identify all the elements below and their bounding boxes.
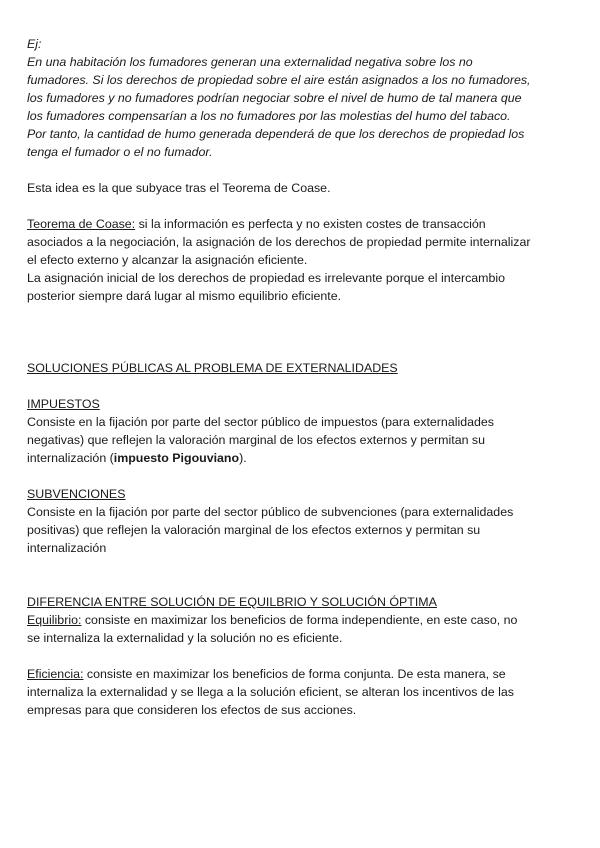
example-line: los fumadores compensarían a los no fumadores por las molestias del humo del tabaco. bbox=[27, 109, 511, 123]
public-solutions-heading: SOLUCIONES PÚBLICAS AL PROBLEMA DE EXTERNALIDADES bbox=[27, 361, 398, 375]
example-label: Ej: bbox=[27, 37, 42, 51]
efficiency-block bbox=[27, 665, 575, 719]
subsidies-line: Consiste en la fijación por parte del sector público de subvenciones (para externalidades bbox=[27, 505, 514, 519]
taxes-last-suffix: ). bbox=[239, 451, 247, 465]
efficiency-first-line-rest: consiste en maximizar los beneficios de forma conjunta. De esta manera, se bbox=[83, 667, 506, 681]
taxes-last-line bbox=[27, 449, 575, 467]
efficiency-first-line bbox=[27, 665, 575, 683]
example-line: los fumadores y no fumadores podrían negociar sobre el nivel de humo de tal manera que bbox=[27, 91, 522, 105]
efficiency-line: empresas para que consideren los efectos de sus acciones. bbox=[27, 703, 357, 717]
subsidies-block bbox=[27, 485, 575, 557]
idea-line: Esta idea es la que subyace tras el Teorema de Coase. bbox=[27, 181, 331, 195]
example-block bbox=[27, 35, 575, 161]
taxes-line: Consiste en la fijación por parte del sector público de impuestos (para externalidades bbox=[27, 415, 494, 429]
document-content bbox=[27, 35, 575, 719]
equilibrium-first-line bbox=[27, 611, 575, 629]
equilibrium-term: Equilibrio: bbox=[27, 613, 82, 627]
coase-first-line-rest: si la información es perfecta y no existen costes de transacción bbox=[135, 217, 486, 231]
pigouvian-tax-term: impuesto Pigouviano bbox=[113, 451, 240, 465]
coase-first-line bbox=[27, 215, 575, 233]
equilibrium-first-line-rest: consiste en maximizar los beneficios de forma independiente, en este caso, no bbox=[81, 613, 518, 627]
equilibrium-block bbox=[27, 611, 575, 647]
coase-line: La asignación inicial de los derechos de propiedad es irrelevante porque el intercambio bbox=[27, 271, 506, 285]
subsidies-title: SUBVENCIONES bbox=[27, 487, 126, 501]
difference-heading: DIFERENCIA ENTRE SOLUCIÓN DE EQUILBRIO Y SOLUCIÓN ÓPTIMA bbox=[27, 595, 437, 609]
example-line: Por tanto, la cantidad de humo generada dependerá de que los derechos de propiedad los bbox=[27, 127, 525, 141]
example-line: En una habitación los fumadores generan una externalidad negativa sobre los no bbox=[27, 55, 473, 69]
example-line: fumadores. Si los derechos de propiedad sobre el aire están asignados a los no fumadores, bbox=[27, 73, 531, 87]
coase-line: asociados a la negociación, la asignación de los derechos de propiedad permite internalizar bbox=[27, 235, 531, 249]
coase-block bbox=[27, 215, 575, 305]
taxes-line: negativas) que reflejen la valoración marginal de los efectos externos y permitan su bbox=[27, 433, 486, 447]
coase-term: Teorema de Coase: bbox=[27, 217, 136, 231]
taxes-title: IMPUESTOS bbox=[27, 397, 100, 411]
equilibrium-line: se internaliza la externalidad y la solución no es eficiente. bbox=[27, 631, 343, 645]
subsidies-line: positivas) que reflejen la valoración marginal de los efectos externos y permitan su bbox=[27, 523, 481, 537]
taxes-block bbox=[27, 395, 575, 467]
subsidies-line: internalización bbox=[27, 541, 107, 555]
coase-line: el efecto externo y alcanzar la asignación eficiente. bbox=[27, 253, 308, 267]
efficiency-term: Eficiencia: bbox=[27, 667, 84, 681]
example-line: tenga el fumador o el no fumador. bbox=[27, 145, 213, 159]
taxes-last-prefix: internalización ( bbox=[27, 451, 114, 465]
efficiency-line: internaliza la externalidad y se llega a la solución eficient, se alteran los incentivos de las bbox=[27, 685, 514, 699]
coase-line: posterior siempre dará lugar al mismo equilibrio eficiente. bbox=[27, 289, 342, 303]
